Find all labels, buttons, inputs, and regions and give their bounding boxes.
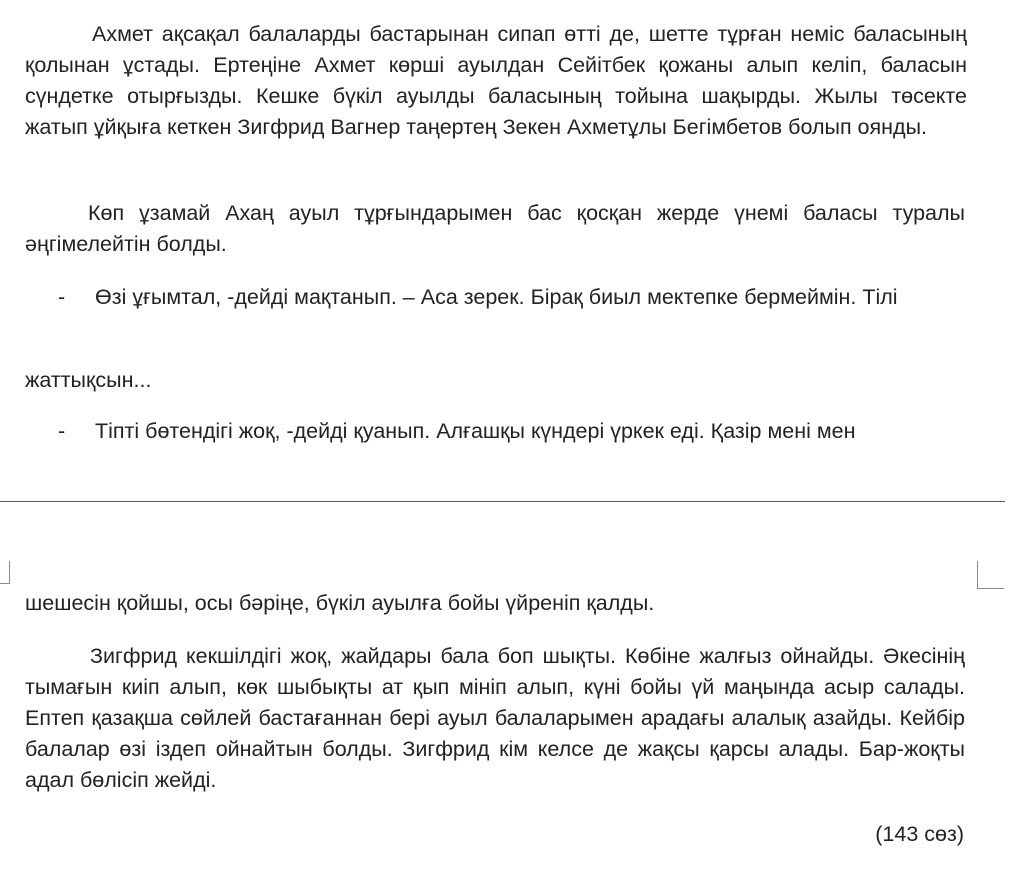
dialogue-line-2: Тіпті бөтендігі жоқ, -дейді қуанып. Алғашқы күндері үркек еді. Қазір мені мен bbox=[95, 419, 856, 443]
page-break-divider bbox=[0, 501, 1005, 502]
paragraph-2: Көп ұзамай Ахаң ауыл тұрғындарымен бас қосқан жерде үнемі баласы туралы әңгімелейтін болды. bbox=[25, 201, 965, 256]
dialogue-continuation-2: шешесін қойшы, осы бәріңе, бүкіл ауылға бойы үйреніп қалды. bbox=[25, 591, 655, 615]
dialogue-dash-2: - bbox=[58, 419, 66, 443]
word-count: (143 сөз) bbox=[875, 822, 964, 846]
paragraph-3: Зигфрид кекшілдігі жоқ, жайдары бала боп шықты. Көбіне жалғыз ойнайды. Әкесінің тымағын киіп алып, көк шыбықты ат қып мініп алып, күні бойы үй маңында асыр салады. Ептеп қазақша сөйлей бастағаннан бері ауыл балаларымен арадағы алалық азайды. Кейбір балалар өзі іздеп ойнайтын болды. Зигфрид кім келсе де жақсы қарсы алады. Бар-жоқты адал бөлісіп жейді. bbox=[25, 644, 965, 792]
dialogue-line-1: Өзі ұғымтал, -дейді мақтанып. – Аса зерек. Бірақ биыл мектепке бермеймін. Тілі bbox=[95, 285, 898, 309]
margin-crop-mark-right bbox=[977, 561, 1004, 589]
margin-crop-mark-left bbox=[0, 561, 10, 584]
dialogue-continuation-1: жаттықсын... bbox=[25, 368, 152, 392]
paragraph-1: Ахмет ақсақал балаларды бастарынан сипап өтті де, шетте тұрған неміс баласының қолынан ұстады. Ертеңіне Ахмет көрші ауылдан Сейітбек қожаны алып келіп, баласын сүндетке отырғызды. Кешке бүкіл ауылды баласының тойына шақырды. Жылы төсекте жатып ұйқыға кеткен Зигфрид Вагнер таңертең Зекен Ахметұлы Бегімбетов болып оянды. bbox=[25, 22, 967, 139]
dialogue-dash-1: - bbox=[58, 285, 66, 309]
